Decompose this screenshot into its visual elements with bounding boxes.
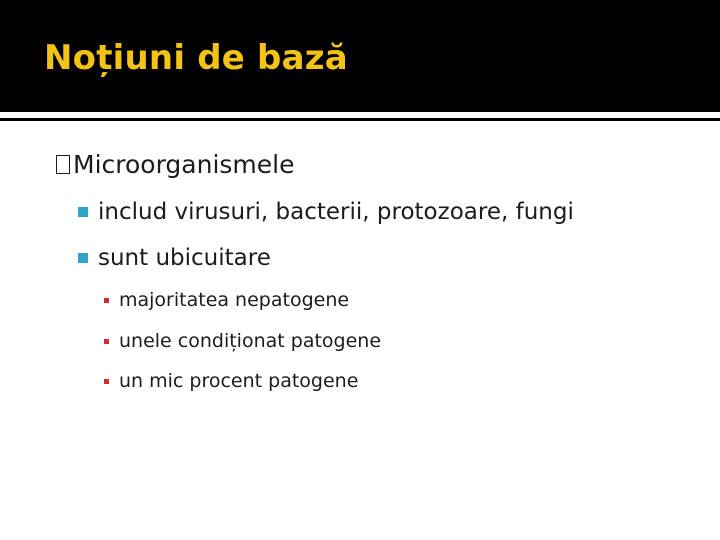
bullet-text: includ virusuri, bacterii, protozoare, fungi [98,199,574,225]
bullet-level3 [104,289,349,311]
bullet-level2 [78,199,574,225]
square-bullet-icon [104,298,109,303]
bullet-level2 [78,245,271,271]
bullet-text: majoritatea nepatogene [119,289,350,311]
square-bullet-icon [78,253,88,263]
square-bullet-icon [104,379,109,384]
bullet-text: un mic procent patogene [119,370,359,392]
bullet-level1 [56,150,294,179]
bullet-text: Microorganismele [73,150,295,179]
bullet-level3 [104,370,358,392]
missing-glyph-icon [56,155,70,174]
slide-title: Noțiuni de bază [44,38,348,78]
square-bullet-icon [78,207,88,217]
bullet-text: unele condiționat patogene [119,330,382,352]
bullet-level3 [104,330,381,352]
bullet-text: sunt ubicuitare [98,245,271,271]
square-bullet-icon [104,339,109,344]
